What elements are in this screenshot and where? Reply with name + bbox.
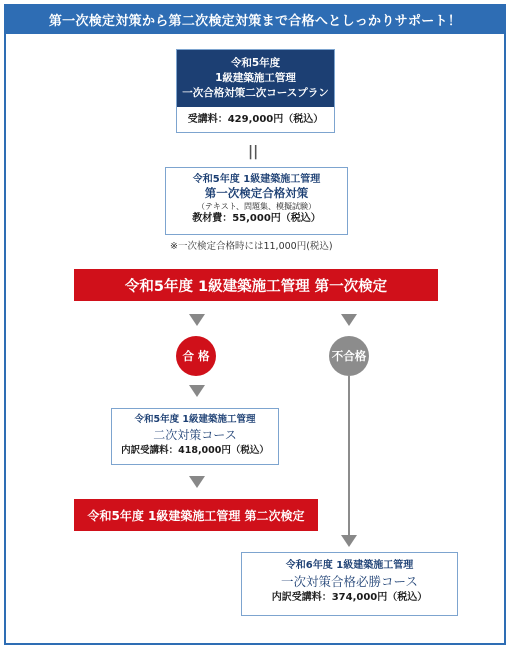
second-course-box [111, 408, 279, 465]
first-course-box [165, 167, 348, 235]
arrow-down-icon [341, 535, 357, 547]
plan-box [176, 49, 335, 133]
second-course-year: 令和5年度 1級建築施工管理 [134, 414, 256, 425]
second-course-title: 二次対策コース [153, 428, 237, 442]
arrow-down-icon [189, 385, 205, 397]
next-year-course-price: 内訳受講料：374,000円（税込） [271, 592, 428, 603]
arrow-down-icon [341, 314, 357, 326]
first-exam-bar: 令和5年度 1級建築施工管理 第一次検定 [74, 269, 438, 301]
equals-sign: || [248, 144, 259, 160]
second-course-price: 内訳受講料：418,000円（税込） [121, 445, 269, 456]
pass-badge: 合 格 [176, 336, 216, 376]
next-year-course-box [241, 552, 458, 616]
next-year-course-title: 一次対策合格必勝コース [281, 574, 418, 589]
first-course-year: 令和5年度 1級建築施工管理 [192, 174, 321, 185]
second-exam-bar: 令和5年度 1級建築施工管理 第二次検定 [74, 499, 318, 531]
plan-price: 受講料：429,000円（税込） [187, 114, 324, 125]
fail-badge: 不合格 [329, 336, 369, 376]
fail-path-line [348, 376, 350, 536]
arrow-down-icon [189, 476, 205, 488]
plan-year: 令和5年度 [230, 57, 281, 69]
plan-title-block [177, 50, 334, 107]
first-course-note: ※一次検定合格時には11,000円(税込) [170, 241, 333, 252]
first-course-materials: （テキスト、問題集、模擬試験） [196, 202, 317, 211]
header-banner: 第一次検定対策から第二次検定対策まで合格へとしっかりサポート！ [4, 4, 506, 34]
next-year-course-year: 令和6年度 1級建築施工管理 [285, 560, 414, 571]
plan-name: 一次合格対策二次コースプラン [182, 87, 329, 99]
arrow-down-icon [189, 314, 205, 326]
first-course-price: 教材費：55,000円（税込） [192, 213, 321, 224]
plan-subject: 1級建築施工管理 [215, 72, 296, 84]
first-course-title: 第一次検定合格対策 [204, 186, 309, 200]
